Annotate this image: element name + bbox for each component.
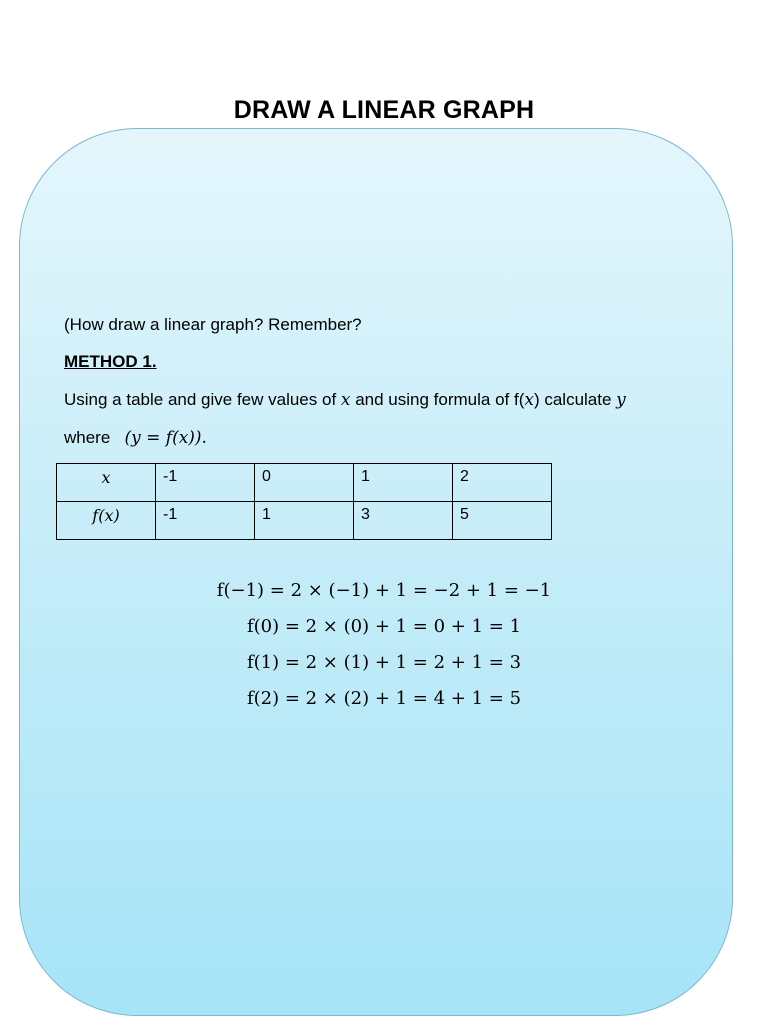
where-line bbox=[64, 428, 207, 448]
method-heading: METHOD 1. bbox=[64, 352, 157, 371]
values-table bbox=[56, 463, 552, 540]
equation-line: f(0) = 2 × (0) + 1 = 0 + 1 = 1 bbox=[246, 616, 522, 637]
equation-line: f(2) = 2 × (2) + 1 = 4 + 1 = 5 bbox=[246, 688, 522, 709]
table-cell: 0 bbox=[255, 464, 354, 502]
table-cell: 1 bbox=[354, 464, 453, 502]
where-formula: (y = f(x)). bbox=[124, 428, 207, 448]
table-cell: 5 bbox=[453, 502, 552, 540]
variable-y: y bbox=[616, 390, 626, 410]
page-title: DRAW A LINEAR GRAPH bbox=[233, 96, 535, 124]
instruction-part-2: and using formula of f( bbox=[350, 390, 525, 409]
table-row bbox=[57, 464, 552, 502]
instruction-part-3: ) calculate bbox=[533, 390, 617, 409]
intro-text: (How draw a linear graph? Remember? bbox=[64, 315, 362, 334]
instruction-text bbox=[64, 390, 626, 410]
variable-x: x bbox=[340, 390, 351, 410]
table-header-fx: f(x) bbox=[57, 502, 156, 540]
where-label: where bbox=[64, 428, 111, 447]
variable-x-2: x bbox=[524, 390, 534, 410]
table-header-x: x bbox=[57, 464, 156, 502]
equation-list bbox=[0, 576, 768, 720]
table-cell: -1 bbox=[156, 502, 255, 540]
equation-line: f(1) = 2 × (1) + 1 = 2 + 1 = 3 bbox=[246, 652, 522, 673]
table-cell: -1 bbox=[156, 464, 255, 502]
table-cell: 1 bbox=[255, 502, 354, 540]
instruction-part-1: Using a table and give few values of bbox=[64, 390, 341, 409]
table-cell: 2 bbox=[453, 464, 552, 502]
content-panel bbox=[19, 128, 733, 1016]
table-row bbox=[57, 502, 552, 540]
table-cell: 3 bbox=[354, 502, 453, 540]
equation-line: f(−1) = 2 × (−1) + 1 = −2 + 1 = −1 bbox=[216, 580, 552, 601]
